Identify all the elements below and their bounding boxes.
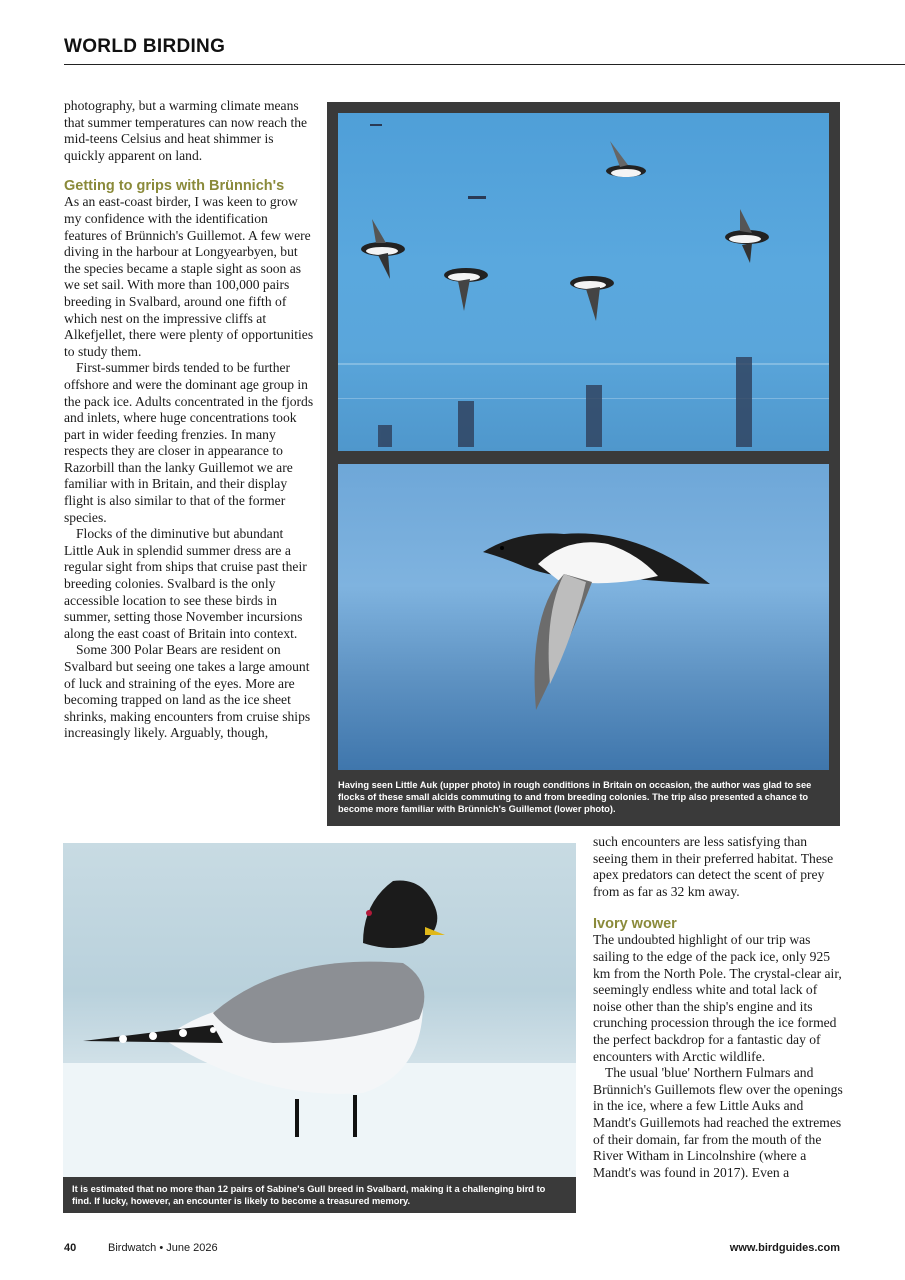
little-auk-bird [606,141,646,177]
auk-photo-frame [327,102,840,826]
body-paragraph: As an east-coast birder, I was keen to grow my confidence with the identification features of Brünnich's Guillemot. A few were diving in the harbour at Longyearbyen, but the species became a staple sight as soon as we set sail. With more than 100,000 pairs breeding in Svalbard, around one fifth of which nest on the impressive cliffs at Alkefjellet, there were plenty of opportunities to study them. [64,194,314,359]
body-paragraph: Some 300 Polar Bears are resident on Svalbard but seeing one takes a large amount of luck and straining of the eyes. More are becoming trapped on land as the ice sheet shrinks, making encounters from cruise ships increasingly likely. Arguably, though, [64,642,311,741]
section-heading-ivory: Ivory wower [593,916,677,933]
little-auk-bird [444,268,488,311]
magazine-issue: Birdwatch • June 2026 [108,1242,218,1254]
gull-photo-caption: It is estimated that no more than 12 pairs of Sabine's Gull breed in Svalbard, making it a challenging bird to find. If lucky, however, an encounter is likely to become a treasured memory. [72,1184,546,1206]
brunnichs-guillemot-bird [483,533,710,710]
brunnichs-guillemot-photo [338,464,829,770]
continuation-paragraph: such encounters are less satisfying than seeing them in their preferred habitat. These apex predators can detect the scent of prey from as far as 32 km away. [593,834,834,899]
little-auk-bird [361,219,405,279]
article-column-left [64,98,314,742]
gull-caption-bar [63,1177,576,1213]
little-auk-bird [570,276,614,321]
body-paragraph: Flocks of the diminutive but abundant Little Auk in splendid summer dress are a regular sight from ships that cruise past their breeding colonies. Svalbard is the only accessible location to see these birds in summer, setting those November incursions along the east coast of Britain into context. [64,526,307,641]
auk-photo-caption: Having seen Little Auk (upper photo) in rough conditions in Britain on occasion, the author was glad to see flocks of these small alcids commuting to and from breeding colonies. The trip also presented a chance to become more familiar with Brünnich's Guillemot (lower photo). [338,780,812,814]
little-auk-bird [725,209,769,263]
page-header [64,36,905,65]
section-title: WORLD BIRDING [64,36,226,57]
intro-paragraph: photography, but a warming climate means that summer temperatures can now reach the mid-teens Celsius and heat shimmer is quickly apparent on land. [64,98,308,163]
body-paragraph: First-summer birds tended to be further offshore and were the dominant age group in the pack ice. Adults concentrated in the fjords and inlets, where huge concentrations took part in wider feeding frenzies. In many respects they are closer in appearance to Razorbill than the lanky Guillemot we are familiar with in Britain, and their display flight is also similar to that of the former species. [64,360,314,525]
sabines-gull-photo [63,843,576,1213]
page-footer [64,1242,840,1258]
article-column-right [593,834,843,1181]
section-heading-brunnichs: Getting to grips with Brünnich's [64,178,285,195]
little-auk-photo [338,113,829,451]
website-url[interactable]: www.birdguides.com [729,1242,840,1254]
body-paragraph: The undoubted highlight of our trip was sailing to the edge of the pack ice, only 925 km from the North Pole. The crystal-clear air, seemingly endless white and total lack of noise other than the ship's engine and its crunching procession through the ice formed the perfect backdrop for a fantastic day of encounters with Arctic wildlife. [593,932,842,1064]
page-number: 40 [64,1242,77,1254]
body-paragraph: The usual 'blue' Northern Fulmars and Brünnich's Guillemots flew over the openings in the ice, where a few Little Auks and Mandt's Guillemots had reached the extremes of their domain, far from the mouth of the River Witham in Lincolnshire (where a Mandt's was found in 2017). Even a [593,1065,843,1180]
